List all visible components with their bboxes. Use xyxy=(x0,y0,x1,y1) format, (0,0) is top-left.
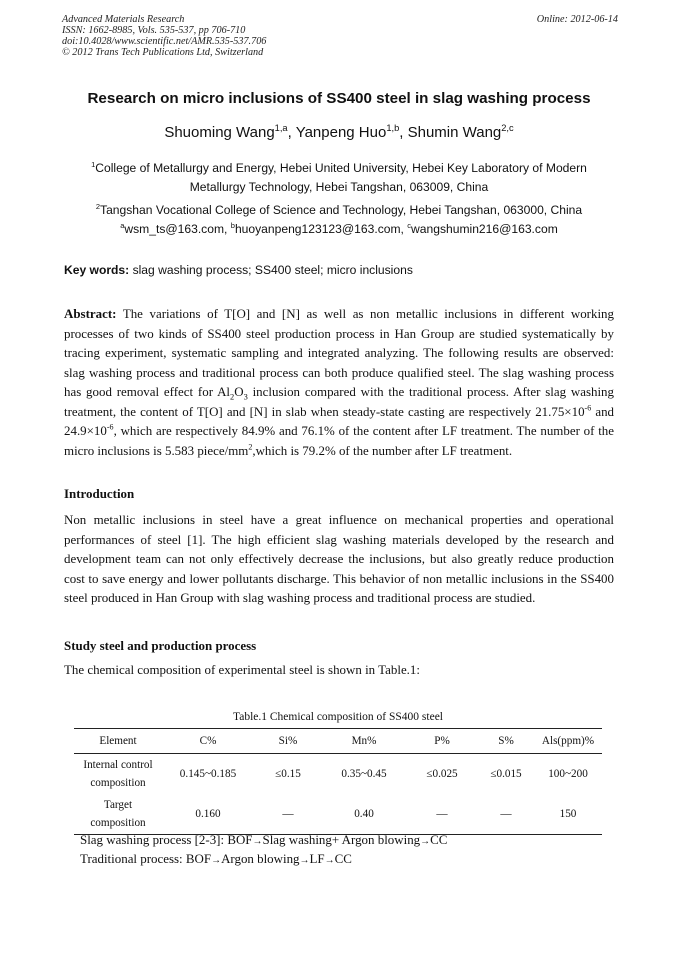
email-sup: b xyxy=(230,220,235,230)
table-cell: — xyxy=(254,794,322,835)
process-step: CC xyxy=(334,851,352,866)
table-row xyxy=(74,794,602,835)
abstract-text: , which are respectively 84.9% and 76.1% of the content after LF treatment. The number of the micro inclusions is 5.583 piece/mm xyxy=(64,423,614,458)
process-step: Slag washing+ Argon blowing xyxy=(262,832,421,847)
email-link[interactable]: wangshumin216@163.com xyxy=(411,222,558,236)
arrow-icon: → xyxy=(211,855,222,866)
author-name: Shumin Wang xyxy=(407,124,502,141)
table-header: S% xyxy=(478,729,534,754)
paper-title: Research on micro inclusions of SS400 steel in slag washing process xyxy=(87,90,591,107)
table-header: C% xyxy=(162,729,254,754)
intro-text: Non metallic inclusions in steel have a great influence on mechanical properties and operational performances of steel [1]. The high efficient slag washing materials developed by the research and development team can not only effectively decrease the inclusions, but also greatly reduce production cost to save energy and lower pollutants discharge. This behavior of non metallic inclusions in the SS400 steel produced in Han Group with slag washing process and traditional process are studied. xyxy=(64,512,614,605)
copyright-line: © 2012 Trans Tech Publications Ltd, Switzerland xyxy=(62,47,264,58)
author-sup: 1,a xyxy=(274,123,288,133)
process-step: BOF xyxy=(185,851,212,866)
table-cell: ≤0.15 xyxy=(275,768,301,780)
row-label-line: composition xyxy=(90,817,146,829)
table-cell: 0.160 xyxy=(162,794,254,835)
table-header: Element xyxy=(74,729,162,754)
superscript: 2 xyxy=(248,442,253,452)
process-prefix: Traditional process: xyxy=(80,851,186,866)
table-cell: 0.145~0.185 xyxy=(179,768,237,780)
abstract-text: ,which is 79.2% of the number after LF treatment. xyxy=(252,442,513,458)
abstract-text: and 24.9×10 xyxy=(64,403,615,438)
journal-header xyxy=(62,14,618,58)
row-label-line: Target xyxy=(103,799,133,811)
table-row xyxy=(74,754,602,795)
keywords xyxy=(64,263,413,277)
author-name: Shuoming Wang xyxy=(164,124,275,141)
affiliation-1 xyxy=(30,159,648,197)
superscript: -6 xyxy=(106,422,114,432)
arrow-icon: → xyxy=(252,836,263,847)
table-cell: — xyxy=(406,794,478,835)
aff2-line: Tangshan Vocational College of Science and Technology, Hebei Tangshan, 063000, China xyxy=(100,203,583,217)
table-header: P% xyxy=(406,729,478,754)
issn-line: ISSN: 1662-8985, Vols. 535-537, pp 706-710 xyxy=(62,25,246,36)
doi-line[interactable]: doi:10.4028/www.scientific.net/AMR.535-537.706 xyxy=(62,36,267,47)
email-link[interactable]: wsm_ts@163.com xyxy=(124,222,225,236)
email-sup: c xyxy=(407,220,412,230)
table-cell: 100~200 xyxy=(548,768,588,780)
process-step: CC xyxy=(430,832,448,847)
row-label-line: composition xyxy=(90,777,146,789)
table-header: Mn% xyxy=(322,729,406,754)
abstract-text: The variations of T[O] and [N] as well as non metallic inclusions in different working processes of two kinds of SS400 steel production process in Han Group are studied systematically by tracing experiment, systematic sampling and integrated analyzing. The following results are observed: slag washing process and traditional process can both produce qualified steel. The slag washing process has good removal effect for Al xyxy=(64,306,614,399)
author-sup: 1,b xyxy=(386,123,400,133)
subscript: 2 xyxy=(230,392,235,402)
composition-table xyxy=(74,728,602,835)
traditional-process-line xyxy=(80,851,352,867)
process-prefix: Slag washing process [2-3]: xyxy=(80,832,228,847)
abstract-text: inclusion compared with the traditional process. After slag washing treatment, the content of T[O] and [N] in slab when steady-state casting are respectively 21.75×10 xyxy=(64,384,614,419)
aff1-line2: Metallurgy Technology, Hebei Tangshan, 063009, China xyxy=(189,180,489,194)
table-cell: 150 xyxy=(534,794,602,835)
row-label xyxy=(74,754,162,795)
author-sup: 2,c xyxy=(501,123,514,133)
aff1-line1: College of Metallurgy and Energy, Hebei United University, Hebei Key Laboratory of Modern xyxy=(95,161,587,175)
process-step: Argon blowing xyxy=(221,851,300,866)
online-date: Online: 2012-06-14 xyxy=(536,14,618,25)
superscript: -6 xyxy=(584,403,592,413)
author-emails: $^a$wsm_ts@163.com, $^b$huoyanpeng123123@163.com, $^c$wangshumin216@163.com xyxy=(120,220,558,236)
table-header: Si% xyxy=(254,729,322,754)
arrow-icon: → xyxy=(299,855,310,866)
arrow-icon: → xyxy=(420,836,431,847)
study-heading: Study steel and production process xyxy=(64,638,257,653)
aff-sup: 2 xyxy=(95,201,101,211)
slag-process-line xyxy=(80,832,447,848)
subscript: 3 xyxy=(243,392,248,402)
process-step: BOF xyxy=(227,832,253,847)
table-caption: Table.1 Chemical composition of SS400 steel xyxy=(233,711,443,723)
table-cell: — xyxy=(478,794,534,835)
email-sup: a xyxy=(120,220,125,230)
table-cell: 0.40 xyxy=(322,794,406,835)
keywords-text: slag washing process; SS400 steel; micro inclusions xyxy=(132,263,413,277)
email-link[interactable]: huoyanpeng123123@163.com xyxy=(234,222,401,236)
abstract-label: Abstract: xyxy=(64,306,117,321)
study-text: The chemical composition of experimental steel is shown in Table.1: xyxy=(64,662,420,677)
table-header: Als(ppm)% xyxy=(534,729,602,754)
table-cell: ≤0.015 xyxy=(490,768,522,780)
intro-heading: Introduction xyxy=(64,486,135,501)
author-list: Shuoming Wang$^{1,a}$, Yanpeng Huo$^{1,b}$, Shumin Wang$^{2,c}$ xyxy=(164,123,514,141)
aff-sup: 1 xyxy=(91,159,96,169)
arrow-icon: → xyxy=(324,855,335,866)
abstract xyxy=(64,304,614,460)
table-cell: ≤0.025 xyxy=(426,768,458,780)
table-cell: 0.35~0.45 xyxy=(341,768,387,780)
row-label-line: Internal control xyxy=(83,759,153,771)
author-name: Yanpeng Huo xyxy=(295,124,387,141)
affiliation-2 xyxy=(30,201,648,239)
row-label xyxy=(74,794,162,835)
keywords-label: Key words: xyxy=(64,263,130,277)
process-step: LF xyxy=(309,851,325,866)
abstract-text: O xyxy=(234,384,244,399)
journal-name: Advanced Materials Research xyxy=(62,14,185,25)
table-header-row xyxy=(74,729,602,754)
